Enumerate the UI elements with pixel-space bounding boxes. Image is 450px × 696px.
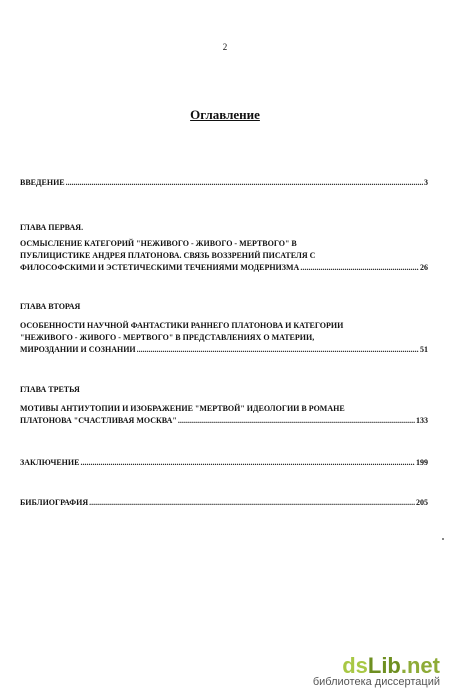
- watermark-logo-lib: Lib: [367, 653, 401, 678]
- dot-leader: [300, 262, 419, 274]
- toc-page-number: 26: [420, 263, 428, 272]
- toc-entry-title: ЗАКЛЮЧЕНИЕ: [20, 458, 80, 467]
- watermark: [313, 654, 440, 688]
- toc-page-number: 3: [424, 178, 428, 187]
- watermark-subtitle: библиотека диссертаций: [312, 676, 440, 688]
- toc-page-number: 51: [420, 345, 428, 354]
- dot-leader: [89, 497, 415, 509]
- toc-entry-chapter1: [20, 238, 428, 274]
- watermark-logo: [313, 654, 440, 678]
- toc-entry-line: ПУБЛИЦИСТИКЕ АНДРЕЯ ПЛАТОНОВА. СВЯЗЬ ВОЗЗРЕНИЙ ПИСАТЕЛЯ С: [20, 251, 316, 260]
- toc-entry-line: МОТИВЫ АНТИУТОПИИ И ИЗОБРАЖЕНИЕ "МЕРТВОЙ" ИДЕОЛОГИИ В РОМАНЕ: [20, 404, 345, 413]
- chapter-label: ГЛАВА ТРЕТЬЯ: [20, 385, 80, 394]
- dot-leader: [80, 457, 415, 469]
- toc-entry-line: ОСОБЕННОСТИ НАУЧНОЙ ФАНТАСТИКИ РАННЕГО ПЛАТОНОВА И КАТЕГОРИИ: [20, 321, 344, 330]
- toc-entry-line: МИРОЗДАНИИ И СОЗНАНИИ: [20, 345, 136, 354]
- dot-leader: [137, 344, 419, 356]
- toc-entry-line: ФИЛОСОФСКИМИ И ЭСТЕТИЧЕСКИМИ ТЕЧЕНИЯМИ МОДЕРНИЗМА: [20, 263, 300, 272]
- toc-entry-line: ОСМЫСЛЕНИЕ КАТЕГОРИЙ "НЕЖИВОГО - ЖИВОГО - МЕРТВОГО" В: [20, 239, 297, 248]
- toc-entry-line: ПЛАТОНОВА "СЧАСТЛИВАЯ МОСКВА": [20, 416, 177, 425]
- chapter-label: ГЛАВА ПЕРВАЯ.: [20, 223, 84, 232]
- toc-entry-line: "НЕЖИВОГО - ЖИВОГО - МЕРТВОГО" В ПРЕДСТАВЛЕНИЯХ О МАТЕРИИ,: [20, 333, 315, 342]
- toc-page-number: 205: [416, 498, 428, 507]
- page-number: 2: [222, 42, 228, 52]
- toc-entry-bibliography: [20, 497, 428, 509]
- dot-leader: [178, 415, 415, 427]
- scan-speck: [442, 538, 444, 540]
- toc-entry-introduction: [20, 177, 428, 189]
- toc-entry-conclusion: [20, 457, 428, 469]
- watermark-logo-ds: ds: [342, 653, 368, 678]
- toc-page-number: 199: [416, 458, 428, 467]
- toc-title: Оглавление: [190, 107, 260, 122]
- toc-entry-title: БИБЛИОГРАФИЯ: [20, 498, 89, 507]
- dot-leader: [66, 177, 423, 189]
- watermark-logo-net: .net: [400, 653, 440, 678]
- toc-entry-title: ВВЕДЕНИЕ: [20, 178, 65, 187]
- toc-entry-chapter3: [20, 403, 428, 427]
- toc-page-number: 133: [416, 416, 428, 425]
- toc-entry-chapter2: [20, 320, 428, 356]
- chapter-label: ГЛАВА ВТОРАЯ: [20, 302, 81, 311]
